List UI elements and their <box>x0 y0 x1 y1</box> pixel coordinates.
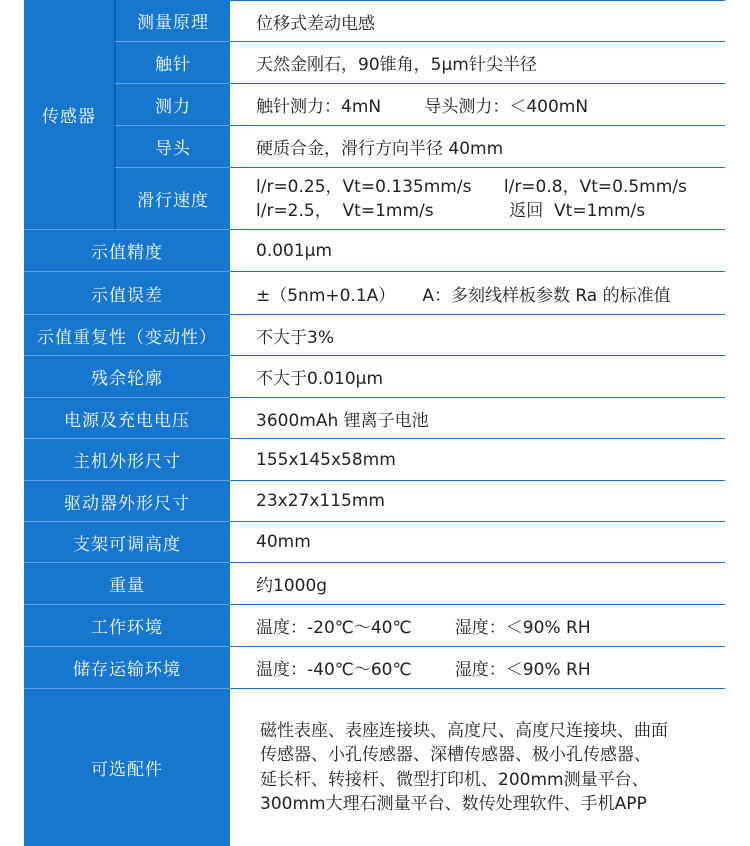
row-label-residual-profile: 残余轮廓 <box>24 356 230 398</box>
row-value-measuring-principle: 位移式差动电感 <box>230 0 725 42</box>
row-label-driver-size: 驱动器外形尺寸 <box>24 481 230 522</box>
row-label-power: 电源及充电电压 <box>24 398 230 439</box>
row-value-guide-head: 硬质合金，滑行方向半径 40mm <box>230 126 725 168</box>
row-value-repeatability: 不大于3% <box>230 315 725 356</box>
row-label-indication-error: 示值误差 <box>24 272 230 315</box>
sliding-speed-line: l/r=2.5， Vt=1mm/s 返回 Vt=1mm/s <box>256 200 646 221</box>
row-label-sliding-speed: 滑行速度 <box>114 168 230 230</box>
row-label-indication-precision: 示值精度 <box>24 230 230 272</box>
accessory-line: 300mm大理石测量平台、数传处理软件、手机APP <box>260 794 647 814</box>
row-label-stand-height: 支架可调高度 <box>24 522 230 563</box>
row-value-stylus: 天然金刚石，90锥角，5μm针尖半径 <box>230 42 725 84</box>
row-value-storage-env: 温度：-40℃～60℃ 湿度：＜90% RH <box>230 647 725 689</box>
row-value-optional-accessories <box>230 689 725 846</box>
row-label-optional-accessories: 可选配件 <box>24 689 230 846</box>
accessory-line: 传感器、小孔传感器、深槽传感器、极小孔传感器、 <box>260 745 651 765</box>
row-value-driver-size: 23x27x115mm <box>230 481 725 522</box>
row-value-stand-height: 40mm <box>230 522 725 563</box>
sliding-speed-line: l/r=0.25，Vt=0.135mm/s l/r=0.8，Vt=0.5mm/s <box>256 176 687 197</box>
row-value-indication-precision: 0.001μm <box>230 230 725 272</box>
row-label-force: 测力 <box>114 84 230 126</box>
row-value-force: 触针测力：4mN 导头测力：＜400mN <box>230 84 725 126</box>
row-value-indication-error: ±（5nm+0.1A） A：多刻线样板参数 Ra 的标准值 <box>230 272 725 315</box>
row-label-storage-env: 储存运输环境 <box>24 647 230 689</box>
row-value-power: 3600mAh 锂离子电池 <box>230 398 725 439</box>
accessory-line: 延长杆、转接杆、微型打印机、200mm测量平台、 <box>260 769 649 790</box>
row-value-main-unit-size: 155x145x58mm <box>230 439 725 481</box>
row-label-main-unit-size: 主机外形尺寸 <box>24 439 230 481</box>
row-label-repeatability: 示值重复性（变动性） <box>24 315 230 356</box>
row-label-guide-head: 导头 <box>114 126 230 168</box>
row-label-working-env: 工作环境 <box>24 605 230 647</box>
group-label-sensor: 传感器 <box>24 0 114 230</box>
spec-table <box>24 0 725 814</box>
row-value-residual-profile: 不大于0.010μm <box>230 356 725 398</box>
row-label-stylus: 触针 <box>114 42 230 84</box>
accessory-line: 磁性表座、表座连接块、高度尺、高度尺连接块、曲面 <box>260 720 668 741</box>
row-value-working-env: 温度：-20℃～40℃ 湿度：＜90% RH <box>230 605 725 647</box>
row-value-weight: 约1000g <box>230 563 725 605</box>
row-label-weight: 重量 <box>24 563 230 605</box>
row-label-measuring-principle: 测量原理 <box>114 0 230 42</box>
row-value-sliding-speed <box>230 168 725 230</box>
